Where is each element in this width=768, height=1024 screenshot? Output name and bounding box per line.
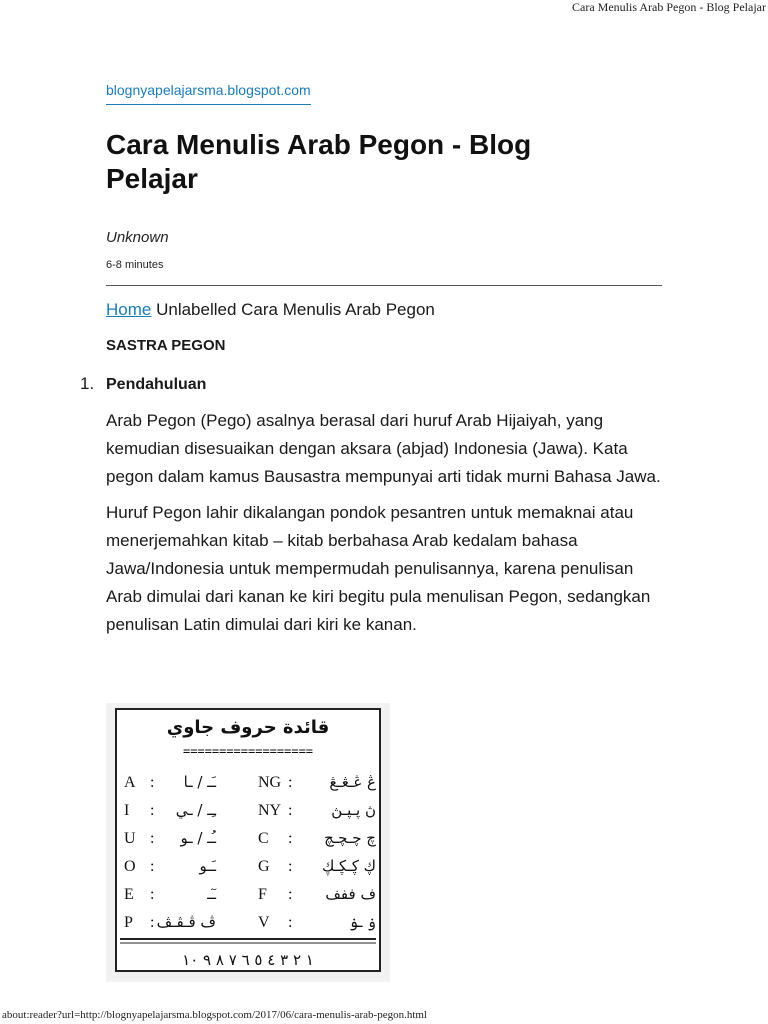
header-divider [106,285,662,286]
row-right-latin: NY [258,802,282,819]
row-right-arabic: ۏ ـۏ [349,913,376,931]
chart-separator: ================== [182,744,314,758]
article-title: Cara Menulis Arab Pegon - Blog Pelajar [106,129,532,194]
row-left-arabic: ـٓـ [207,885,216,903]
row-colon: : [288,774,293,791]
row-right-latin: C [258,830,269,847]
row-right-latin: F [258,886,267,903]
row-colon: : [150,886,155,903]
row-colon: : [150,858,155,875]
row-left-arabic: ـَـو [199,857,216,875]
row-colon: : [150,774,155,791]
row-left-latin: O [124,858,136,875]
row-left-arabic: ـُـ / ـو [180,829,216,847]
breadcrumb-trail: Unlabelled Cara Menulis Arab Pegon [151,300,435,319]
print-footer-url: about:reader?url=http://blognyapelajarsma.blogspot.com/2017/06/cara-menulis-arab-pegon.html [2,1009,427,1021]
row-colon: : [288,914,293,931]
row-right-latin: NG [258,774,282,791]
section-title: SASTRA PEGON [106,337,226,354]
row-right-arabic: ڽ ڽـڽـڽ [331,801,376,819]
chart-heading: قائدة حروف جاوي [166,717,330,738]
row-colon: : [150,914,155,931]
row-left-latin: I [124,802,130,819]
row-left-arabic: ـِـ / ـي [175,801,216,819]
row-right-arabic: ف ففف [325,885,376,903]
article-content [80,296,662,639]
row-colon: : [288,858,293,875]
row-colon: : [150,830,155,847]
read-time: 6-8 minutes [106,259,164,271]
content-list [80,370,662,639]
article-author: Unknown [106,229,169,246]
row-colon: : [288,830,293,847]
source-domain-link[interactable]: blognyapelajarsma.blogspot.com [106,82,311,105]
chart-numerals: ١ ٢ ٣ ٤ ٥ ٦ ٧ ٨ ٩ ١٠ [182,951,314,969]
print-header-title: Cara Menulis Arab Pegon - Blog Pelajar [572,0,766,14]
row-colon: : [288,802,293,819]
row-left-latin: U [124,830,136,847]
row-colon: : [150,802,155,819]
row-colon: : [288,886,293,903]
row-left-latin: P [124,914,133,931]
row-right-arabic: ڠ ڠـڠـڠ [329,773,376,791]
row-right-arabic: چ چـچـچ [324,829,376,847]
paragraph: Huruf Pegon lahir dikalangan pondok pesantren untuk memaknai atau menerjemahkan kitab – kitab berbahasa Arab kedalam bahasa Jawa/Indonesia untuk mempermudah penulisannya, karena penulisan Arab dimulai dari kanan ke kiri begitu pula menulisan Pegon, sedangkan penulisan Latin dimulai dari kiri ke kanan. [106,503,651,634]
breadcrumb [106,296,662,324]
row-right-latin: G [258,858,270,875]
row-left-arabic: ڤ ڤـڤـڤ [156,913,216,931]
row-left-latin: E [124,886,134,903]
row-right-arabic: ڮ ڮـڮـڮ [322,857,376,875]
row-left-arabic: ـَـ / ـا [183,773,216,791]
paragraph: Arab Pegon (Pego) asalnya berasal dari huruf Arab Hijaiyah, yang kemudian disesuaikan dengan aksara (abjad) Indonesia (Jawa). Kata pegon dalam kamus Bausastra mempunyai arti tidak murni Bahasa Jawa. [106,411,661,486]
list-item-title: Pendahuluan [106,376,207,393]
row-left-latin: A [124,774,136,791]
row-right-latin: V [258,914,270,931]
breadcrumb-home-link[interactable]: Home [106,300,152,319]
pegon-alphabet-figure [106,703,390,982]
pegon-chart-image [106,703,390,982]
list-item [80,370,662,639]
list-item-number: 1. [80,374,95,393]
